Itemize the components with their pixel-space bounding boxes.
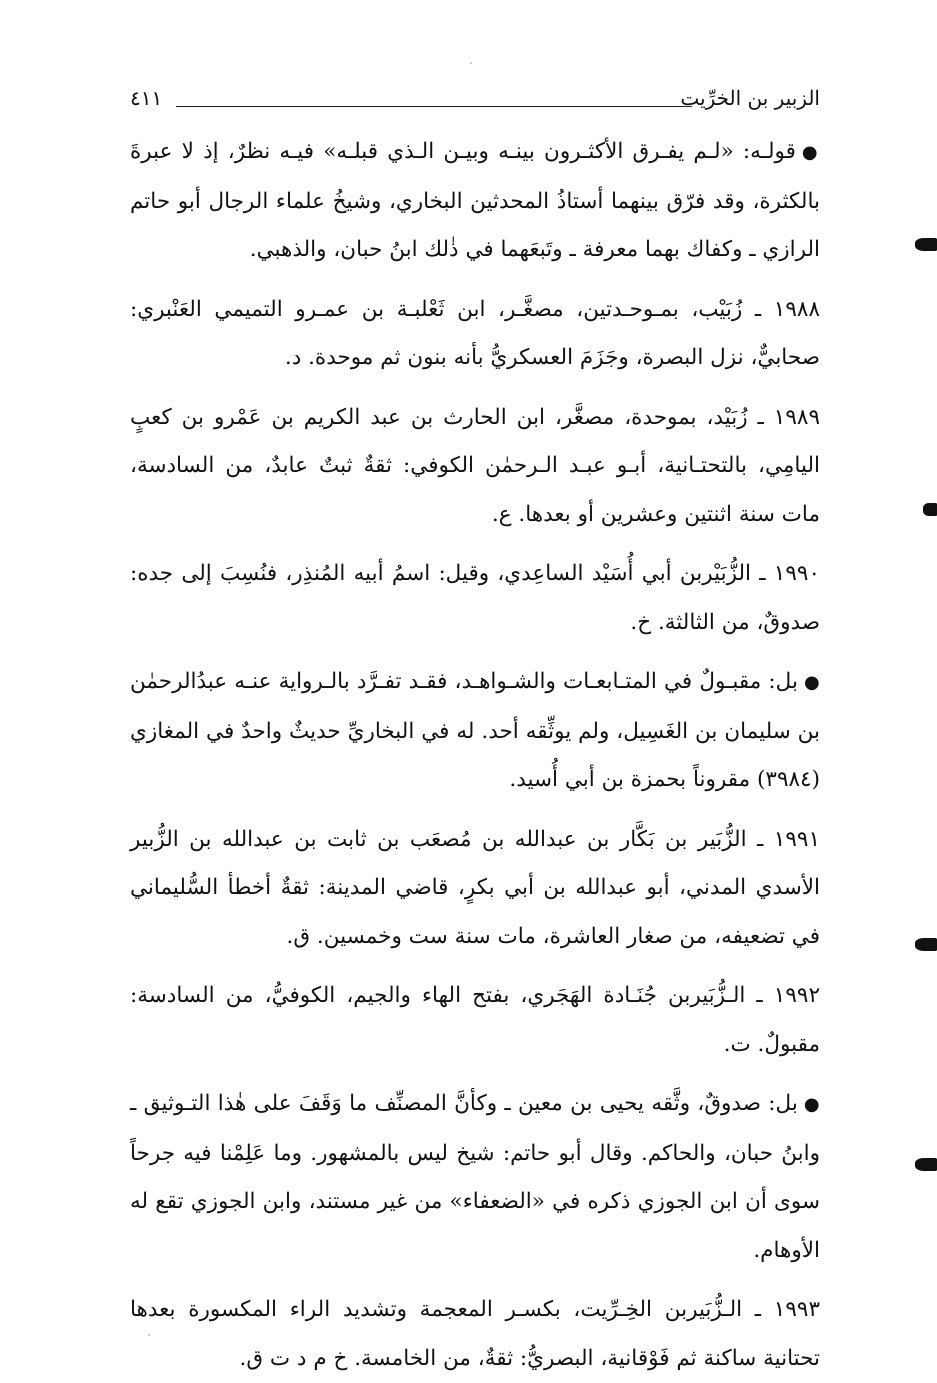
- bullet-icon: ●: [803, 672, 820, 693]
- bullet-icon: ●: [803, 1094, 821, 1115]
- entry-1992: [130, 972, 820, 1069]
- entry-text: ١٩٨٨ ـ زُبَيْب، بمـوحـدتين، مصغَّـر، ابن ثَعْلبـة بن عمـرو التميمي العَنْبري: صحابيٌّ، نزل البصرة، وجَزَمَ العسكريُّ بأنه بنون ثم موحدة. د.: [130, 296, 820, 370]
- scan-edge-mark: [915, 238, 937, 251]
- scan-speck: [148, 1334, 150, 1336]
- paragraph-text: بل: مقبـولٌ في المتـابعـات والشـواهـد، فقـد تفـرَّد بالـرواية عنـه عبدُالرحمٰن بن سليمان بن الغَسِيل، ولم يوثِّقه أحد. له في البخاريِّ حديثٌ واحدٌ في المغازي (٣٩٨٤) مقروناً بحمزة بن أبي أُسيد.: [130, 669, 820, 792]
- entry-1990: [130, 550, 820, 647]
- entry-text: ١٩٩١ ـ الزُّبَير بن بَكَّار بن عبدالله بن مُصعَب بن ثابت بن عبدالله بن الزُّبير الأسدي المدني، أبو عبدالله بن أبي بكرٍ، قاضي المدينة: ثقةٌ أخطأ السُّليماني في تضعيفه، من صغار العاشرة، مات سنة ست وخمسين. ق.: [130, 826, 820, 949]
- paragraph-text: قولـه: «لـم يفـرق الأكثـرون بينـه وبيـن الـذي قبلـه» فيـه نظرٌ، إذ لا عبرةَ بالكثرة، وقد فرّق بينهما أستاذُ المحدثين البخاري، وشيخُ علماء الرجال أبو حاتم الرازي ـ وكفاك بهما معرفة ـ وتَبعَهما في ذٰلك ابنُ حبان، والذهبي.: [130, 139, 820, 262]
- page-body: [130, 128, 820, 1383]
- entry-text: ١٩٩٠ ـ الزُّبَيْربن أبي أُسَيْد الساعِدي، وقيل: اسمُ أبيه المُنذِر، فنُسِبَ إلى جده: صدوقٌ، من الثالثة. خ.: [130, 561, 820, 635]
- scan-edge-mark: [915, 1158, 937, 1171]
- scan-edge-mark: [915, 938, 937, 951]
- scan-speck: [470, 62, 472, 64]
- entry-1993: [130, 1286, 820, 1383]
- entry-1988: [130, 286, 820, 383]
- header-rule: [176, 106, 692, 107]
- page-number: ٤١١: [130, 86, 163, 110]
- paragraph-comment: [130, 658, 820, 805]
- paragraph-text: بل: صدوقٌ، وثَّقه يحيى بن معين ـ وكأنَّ المصنِّف ما وَقَفَ على هٰذا التـوثيق ـ وابنُ حبان، والحاكم. وقال أبو حاتم: شيخ ليس بالمشهور. وما عَلِمْنا فيه جرحاً سوى أن ابن الجوزي ذكره في «الضعفاء» من غير مستند، وابن الجوزي تقع له الأوهام.: [130, 1091, 820, 1263]
- scan-edge-mark: [923, 503, 937, 516]
- entry-text: ١٩٨٩ ـ زُبَيْد، بموحدة، مصغَّر، ابن الحارث بن عبد الكريم بن عَمْرو بن كعبٍ اليامِي، بالتحتـانية، أبـو عبـد الـرحمٰن الكوفي: ثقةٌ ثبتٌ عابدٌ، من السادسة، مات سنة اثنتين وعشرين أو بعدها. ع.: [130, 404, 820, 527]
- entry-1991: [130, 816, 820, 962]
- header-title: الزبير بن الخرِّيت: [680, 86, 820, 110]
- entry-text: ١٩٩٣ ـ الـزُّبَيربن الخِـرِّيت، بكسـر المعجمة وتشديد الراء المكسورة بعدها تحتانية ساكنة ثم فَوْقانية، البصريُّ: ثقةٌ، من الخامسة. خ م د ت ق.: [130, 1297, 820, 1371]
- entry-1989: [130, 394, 820, 540]
- paragraph-comment: [130, 1080, 820, 1275]
- entry-text: ١٩٩٢ ـ الـزُّبَيربن جُنَـادة الهَجَري، بفتح الهاء والجيم، الكوفيُّ، من السادسة: مقبولٌ. ت.: [130, 983, 820, 1057]
- running-header: [130, 84, 820, 118]
- bullet-icon: ●: [801, 142, 820, 163]
- paragraph-comment: [130, 128, 820, 275]
